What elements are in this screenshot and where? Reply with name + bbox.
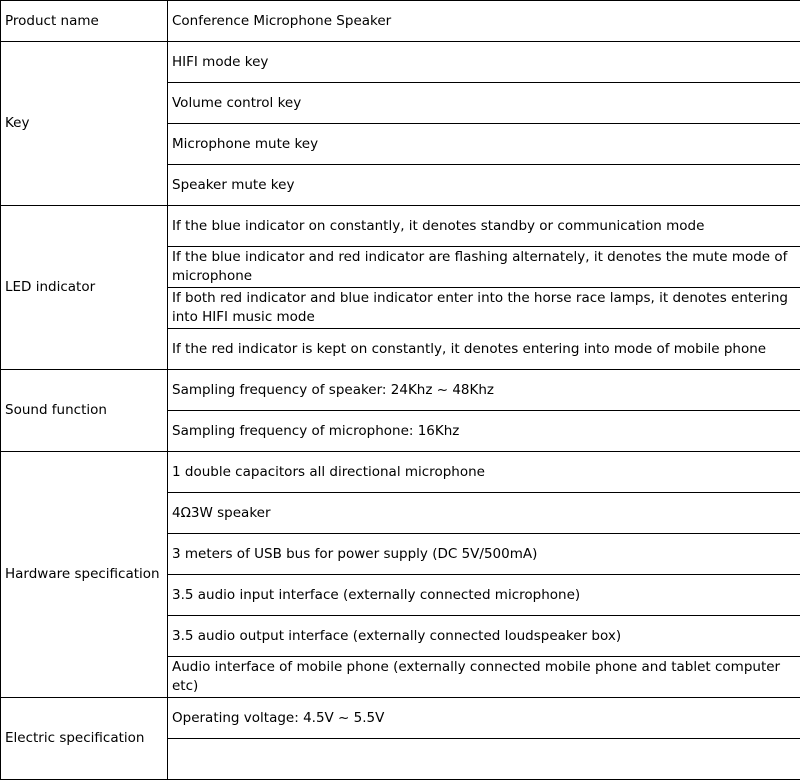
cell-key-volume: Volume control key bbox=[168, 83, 800, 124]
table-row bbox=[1, 206, 800, 247]
cell-electric-voltage: Operating voltage: 4.5V ~ 5.5V bbox=[168, 698, 800, 739]
cell-key-speaker-mute: Speaker mute key bbox=[168, 165, 800, 206]
cell-hw-mobile-audio: Audio interface of mobile phone (externally connected mobile phone and tablet computer etc) bbox=[168, 657, 800, 698]
cell-hw-usb-power: 3 meters of USB bus for power supply (DC 5V/500mA) bbox=[168, 534, 800, 575]
cell-led-blue-constant: If the blue indicator on constantly, it denotes standby or communication mode bbox=[168, 206, 800, 247]
row-label-key: Key bbox=[1, 42, 168, 206]
row-label-sound-function: Sound function bbox=[1, 370, 168, 452]
row-label-product-name: Product name bbox=[1, 1, 168, 42]
cell-electric-empty bbox=[168, 739, 800, 780]
row-label-electric-specification: Electric specification bbox=[1, 698, 168, 780]
table-row bbox=[1, 698, 800, 739]
cell-hw-audio-input: 3.5 audio input interface (externally connected microphone) bbox=[168, 575, 800, 616]
row-label-hardware-specification: Hardware specification bbox=[1, 452, 168, 698]
table-row bbox=[1, 370, 800, 411]
cell-led-red-constant: If the red indicator is kept on constantly, it denotes entering into mode of mobile phone bbox=[168, 329, 800, 370]
cell-sound-speaker-sampling: Sampling frequency of speaker: 24Khz ~ 48Khz bbox=[168, 370, 800, 411]
cell-product-name: Conference Microphone Speaker bbox=[168, 1, 800, 42]
cell-key-hifi: HIFI mode key bbox=[168, 42, 800, 83]
cell-hw-audio-output: 3.5 audio output interface (externally connected loudspeaker box) bbox=[168, 616, 800, 657]
table-row bbox=[1, 1, 800, 42]
cell-key-mic-mute: Microphone mute key bbox=[168, 124, 800, 165]
cell-led-horse-race: If both red indicator and blue indicator enter into the horse race lamps, it denotes entering into HIFI music mode bbox=[168, 288, 800, 329]
row-label-led-indicator: LED indicator bbox=[1, 206, 168, 370]
cell-hw-speaker: 4Ω3W speaker bbox=[168, 493, 800, 534]
cell-led-alternate-flash: If the blue indicator and red indicator are flashing alternately, it denotes the mute mode of microphone bbox=[168, 247, 800, 288]
cell-hw-microphone: 1 double capacitors all directional microphone bbox=[168, 452, 800, 493]
table-row bbox=[1, 42, 800, 83]
cell-sound-mic-sampling: Sampling frequency of microphone: 16Khz bbox=[168, 411, 800, 452]
table-row bbox=[1, 452, 800, 493]
